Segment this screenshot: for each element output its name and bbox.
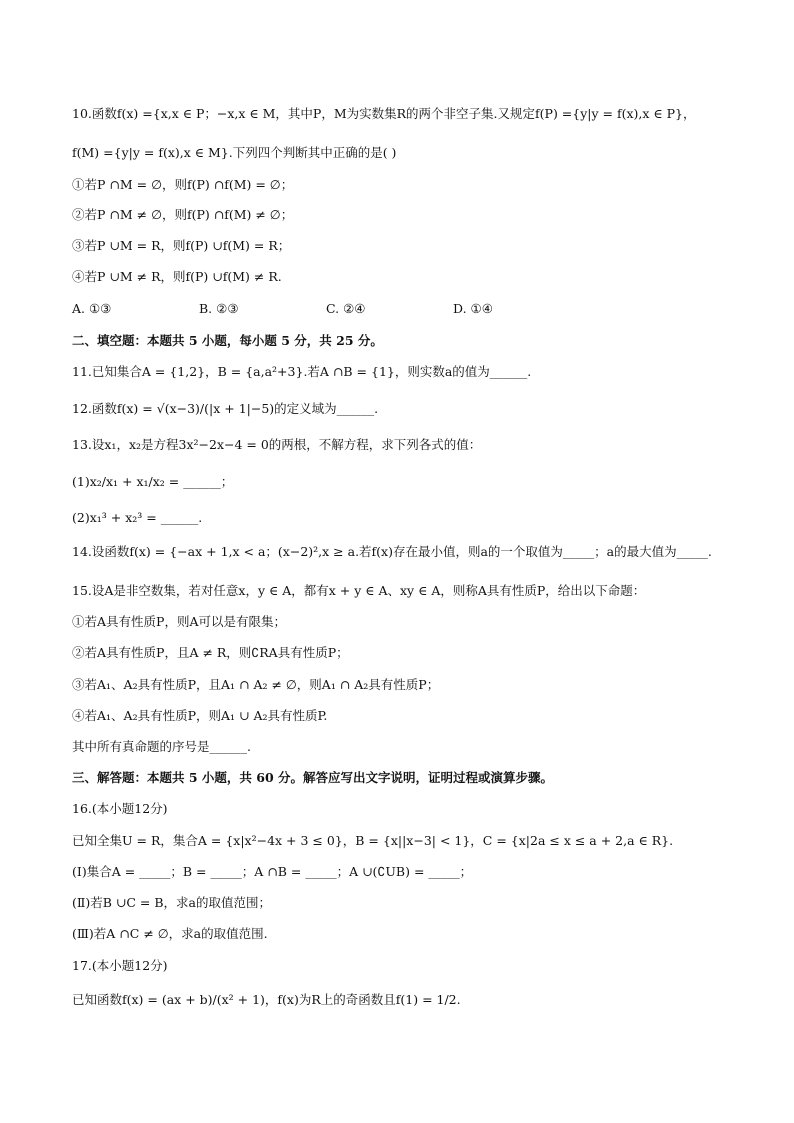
q17-stem: 已知函数f(x) = (ax + b)/(x² + 1)，f(x)为R上的奇函数且f(1) = 1/2. — [72, 992, 461, 1007]
q10-stem-line2: f(M) ={y|y = f(x),x ∈ M}.下列四个判断其中正确的是( ) — [72, 145, 397, 160]
q15-stem: 15.设A是非空数集，若对任意x，y ∈ A，都有x + y ∈ A、xy ∈ A，则称A具有性质P，给出以下命题： — [72, 583, 646, 598]
q16-part-3: (Ⅲ)若A ∩C ≠ ∅，求a的取值范围. — [72, 926, 268, 941]
q15-statement-4: ④若A₁、A₂具有性质P，则A₁ ∪ A₂具有性质P. — [72, 708, 328, 723]
section-3-heading: 三、解答题：本题共 5 小题，共 60 分。解答应写出文字说明，证明过程或演算步骤。 — [72, 770, 554, 785]
q10-options — [72, 300, 734, 318]
q14: 14.设函数f(x) = {−ax + 1,x < a；(x−2)²,x ≥ a.若f(x)存在最小值，则a的一个取值为_____；a的最大值为_____. — [72, 544, 712, 559]
option-b: B. ②③ — [199, 301, 239, 316]
option-d: D. ①④ — [453, 301, 493, 316]
q15-statement-3: ③若A₁、A₂具有性质P，且A₁ ∩ A₂ ≠ ∅，则A₁ ∩ A₂具有性质P； — [72, 677, 440, 692]
option-a: A. ①③ — [72, 301, 112, 316]
q15-statement-1: ①若A具有性质P，则A可以是有限集； — [72, 614, 286, 629]
q15-statement-2: ②若A具有性质P，且A ≠ R，则∁RA具有性质P； — [72, 645, 349, 660]
q16-stem: 已知全集U = R，集合A = {x|x²−4x + 3 ≤ 0}，B = {x||x−3| < 1}，C = {x|2a ≤ x ≤ a + 2,a ∈ R}. — [72, 833, 674, 848]
q13-part-1: (1)x₂/x₁ + x₁/x₂ = ______； — [72, 474, 234, 489]
q16-part-1: (Ⅰ)集合A = _____；B = _____；A ∩B = _____；A ∪(∁UB) = _____； — [72, 864, 473, 879]
q16-header: 16.(本小题12分) — [72, 801, 168, 816]
section-2-heading: 二、填空题：本题共 5 小题，每小题 5 分，共 25 分。 — [72, 333, 383, 348]
q12: 12.函数f(x) = √(x−3)/(|x + 1|−5)的定义域为______. — [72, 401, 379, 416]
q10-statement-3: ③若P ∪M = R，则f(P) ∪f(M) = R； — [72, 238, 291, 253]
q16-part-2: (Ⅱ)若B ∪C = B，求a的取值范围； — [72, 895, 272, 910]
q11: 11.已知集合A = {1,2}，B = {a,a²+3}.若A ∩B = {1}，则实数a的值为______. — [72, 364, 532, 379]
q13-part-2: (2)x₁³ + x₂³ = ______. — [72, 510, 203, 525]
q10-statement-2: ②若P ∩M ≠ ∅，则f(P) ∩f(M) ≠ ∅； — [72, 207, 294, 222]
option-c: C. ②④ — [326, 301, 366, 316]
q17-header: 17.(本小题12分) — [72, 958, 168, 973]
q13-stem: 13.设x₁，x₂是方程3x²−2x−4 = 0的两根，不解方程，求下列各式的值： — [72, 437, 482, 452]
q15-question: 其中所有真命题的序号是______. — [72, 739, 251, 754]
q10-statement-1: ①若P ∩M = ∅，则f(P) ∩f(M) = ∅； — [72, 177, 294, 192]
q10-stem-line1: 10.函数f(x) ={x,x ∈ P；−x,x ∈ M，其中P，M为实数集R的两个非空子集.又规定f(P) ={y|y = f(x),x ∈ P}， — [72, 106, 696, 121]
q10-statement-4: ④若P ∪M ≠ R，则f(P) ∪f(M) ≠ R. — [72, 269, 282, 284]
